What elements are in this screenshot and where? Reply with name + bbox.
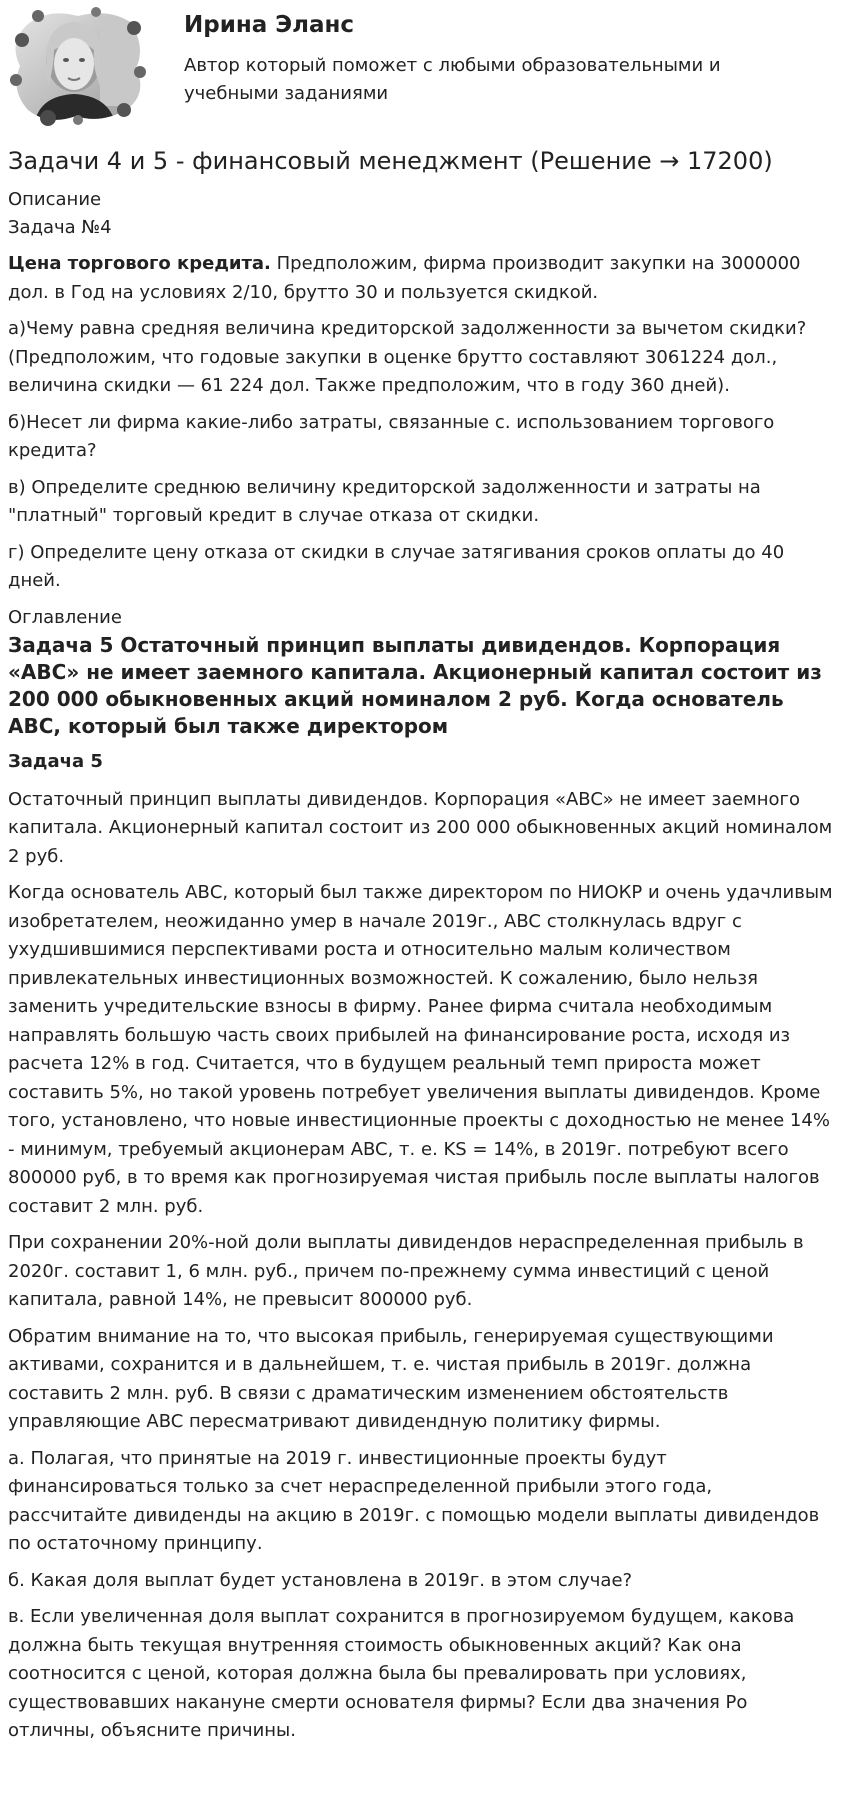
author-avatar[interactable]: [8, 6, 148, 126]
author-description: Автор который поможет с любыми образовательными и учебными заданиями: [184, 55, 721, 104]
task5-paragraph: Остаточный принцип выплаты дивидендов. Корпорация «ABC» не имеет заемного капитала. Акционерный капитал состоит из 200 000 обыкновенных акций номиналом 2 руб.: [8, 788, 833, 867]
task4-item-b: б)Несет ли фирма какие-либо затраты, связанные с. использованием торгового кредита?: [8, 411, 775, 461]
task5-question-a: а. Полагая, что принятые на 2019 г. инвестиционные проекты будут финансироваться только за счет нераспределенной прибыли этого года, рассчитайте дивиденды на акцию в 2019г. с помощью модели выплаты дивидендов по остаточному принципу.: [8, 1447, 820, 1554]
task4-label: Задача №4: [8, 217, 112, 238]
task4-item-c: в) Определите среднюю величину кредиторской задолженности и затраты на "платный" торговый кредит в случае отказа от скидки.: [8, 476, 761, 526]
task5-question-b: б. Какая доля выплат будет установлена в 2019г. в этом случае?: [8, 1569, 633, 1591]
task5-question-c: в. Если увеличенная доля выплат сохранится в прогнозируемом будущем, какова должна быть текущая внутренняя стоимость обыкновенных акций? Как она соотносится с ценой, которая должна была бы превалировать при условиях, существовавших накануне смерти основателя фирмы? Если два значения Ро отличны, объясните причины.: [8, 1606, 795, 1741]
task5-title: Задача 5: [8, 750, 103, 772]
task4-intro: [8, 250, 836, 307]
author-name[interactable]: Ирина Эланс: [184, 12, 355, 38]
toc-heading-link[interactable]: Задача 5 Остаточный принцип выплаты дивидендов. Корпорация «ABC» не имеет заемного капитала. Акционерный капитал состоит из 200 000 обыкновенных акций номиналом 2 руб. Когда основатель АВС, который был также директором: [8, 632, 822, 738]
page-title: Задачи 4 и 5 - финансовый менеджмент (Решение → 17200): [8, 147, 773, 175]
task4-item-d: г) Определите цену отказа от скидки в случае затягивания сроков оплаты до 40 дней.: [8, 541, 785, 591]
task4-lead: Цена торгового кредита.: [8, 253, 271, 274]
description-label: Описание: [8, 189, 102, 210]
task4-intro-text: Предположим, фирма производит закупки на 3000000 дол. в Год на условиях 2/10, брутто 30 и пользуется скидкой.: [8, 253, 801, 303]
task5-paragraph: Когда основатель АВС, который был также директором по НИОКР и очень удачливым изобретателем, неожиданно умер в начале 2019г., ABC столкнулась вдруг с ухудшившимися перспективами роста и относительно малым количеством привлекательных инвестиционных возможностей. К сожалению, было нельзя заменить учредительские взносы в фирму. Ранее фирма считала необходимым направлять большую часть своих прибылей на финансирование роста, исходя из расчета 12% в год. Считается, что в будущем реальный темп прироста может составить 5%, но такой уровень потребует увеличения выплаты дивидендов. Кроме того, установлено, что новые инвестиционные проекты с доходностью не менее 14% - минимум, требуемый акционерам ABC, т. е. KS = 14%, в 2019г. потребуют всего 800000 руб, в то время как прогнозируемая чистая прибыль после выплаты налогов составит 2 млн. руб.: [8, 882, 833, 1217]
document-content: [8, 140, 836, 1754]
author-photo-icon: [8, 6, 148, 126]
author-card: [8, 6, 838, 128]
task5-paragraph: Обратим внимание на то, что высокая прибыль, генерируемая существующими активами, сохранится и в дальнейшем, т. е. чистая прибыль в 2019г. должна составить 2 млн. руб. В связи с драматическим изменением обстоятельств управляющие ABC пересматривают дивидендную политику фирмы.: [8, 1325, 774, 1432]
toc-label: Оглавление: [8, 606, 122, 628]
task4-item-a: а)Чему равна средняя величина кредиторской задолженности за вычетом скидки? (Предположим, что годовые закупки в оценке брутто составляют 3061224 дол., величина скидки — 61 224 дол. Также предположим, что в году 360 дней).: [8, 318, 807, 396]
task5-paragraph: При сохранении 20%-ной доли выплаты дивидендов нераспределенная прибыль в 2020г. составит 1, 6 млн. руб., причем по-прежнему сумма инвестиций с ценой капитала, равной 14%, не превысит 800000 руб.: [8, 1232, 804, 1310]
